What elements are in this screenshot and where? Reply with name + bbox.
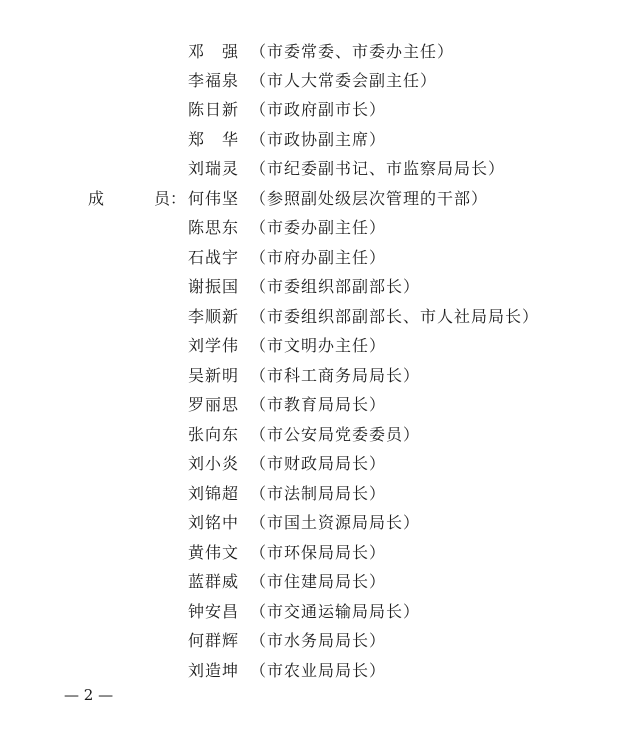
member-entry (188, 423, 420, 447)
members-label (88, 187, 186, 211)
person-name: 黄伟文 (188, 543, 240, 562)
person-name: 谢振国 (188, 277, 240, 296)
person-title: （市政协副主席） (250, 130, 387, 149)
person-name: 邓 强 (188, 42, 240, 61)
person-name: 刘锦超 (188, 484, 240, 503)
vice-leader-entry (188, 157, 505, 181)
person-name: 罗丽思 (188, 395, 240, 414)
person-name: 李福泉 (188, 71, 240, 90)
person-title: （市文明办主任） (250, 336, 387, 355)
person-title: （参照副处级层次管理的干部） (250, 189, 489, 208)
vice-leader-entry (188, 69, 437, 93)
member-entry (188, 570, 386, 594)
person-name: 李顺新 (188, 307, 240, 326)
person-name: 郑 华 (188, 130, 240, 149)
person-title: （市住建局局长） (250, 572, 387, 591)
person-title: （市府办副主任） (250, 248, 387, 267)
person-title: （市水务局局长） (250, 631, 387, 650)
person-name: 刘瑞灵 (188, 159, 240, 178)
member-entry (188, 216, 386, 240)
person-title: （市交通运输局局长） (250, 602, 421, 621)
person-title: （市委办副主任） (250, 218, 387, 237)
person-name: 陈思东 (188, 218, 240, 237)
person-name: 陈日新 (188, 100, 240, 119)
person-name: 蓝群威 (188, 572, 240, 591)
person-title: （市委组织部副部长、市人社局局长） (250, 307, 540, 326)
person-name: 刘学伟 (188, 336, 240, 355)
member-entry (188, 275, 420, 299)
person-title: （市环保局局长） (250, 543, 387, 562)
person-name: 吴新明 (188, 366, 240, 385)
person-title: （市教育局局长） (250, 395, 387, 414)
member-entry (188, 305, 539, 329)
person-name: 石战宇 (188, 248, 240, 267)
member-entry (188, 393, 386, 417)
vice-leader-entry (188, 128, 386, 152)
member-entry (188, 659, 386, 683)
member-entry (188, 482, 386, 506)
person-name: 张向东 (188, 425, 240, 444)
person-name: 刘铭中 (188, 513, 240, 532)
person-title: （市科工商务局局长） (250, 366, 421, 385)
person-title: （市委常委、市委办主任） (250, 42, 455, 61)
person-title: （市纪委副书记、市监察局局长） (250, 159, 506, 178)
person-name: 何群辉 (188, 631, 240, 650)
person-title: （市政府副市长） (250, 100, 387, 119)
person-name: 刘小炎 (188, 454, 240, 473)
person-title: （市法制局局长） (250, 484, 387, 503)
person-title: （市财政局局长） (250, 454, 387, 473)
person-title: （市人大常委会副主任） (250, 71, 438, 90)
vice-leader-entry (188, 40, 454, 64)
person-name: 刘造坤 (188, 661, 240, 680)
vice-leader-entry (188, 98, 386, 122)
member-entry (188, 600, 420, 624)
member-entry (188, 629, 386, 653)
person-name: 何伟坚 (188, 189, 240, 208)
members-label-char2: 员： (154, 189, 187, 208)
member-entry (188, 511, 420, 535)
person-name: 钟安昌 (188, 602, 240, 621)
page-number: — 2 — (64, 686, 114, 704)
person-title: （市农业局局长） (250, 661, 387, 680)
person-title: （市公安局党委委员） (250, 425, 421, 444)
member-entry (188, 246, 386, 270)
person-title: （市委组织部副部长） (250, 277, 421, 296)
member-entry (188, 364, 420, 388)
member-entry (188, 452, 386, 476)
member-entry (188, 334, 386, 358)
person-title: （市国土资源局局长） (250, 513, 421, 532)
member-entry (188, 541, 386, 565)
members-label-char1: 成 (88, 189, 105, 208)
member-entry (188, 187, 488, 211)
